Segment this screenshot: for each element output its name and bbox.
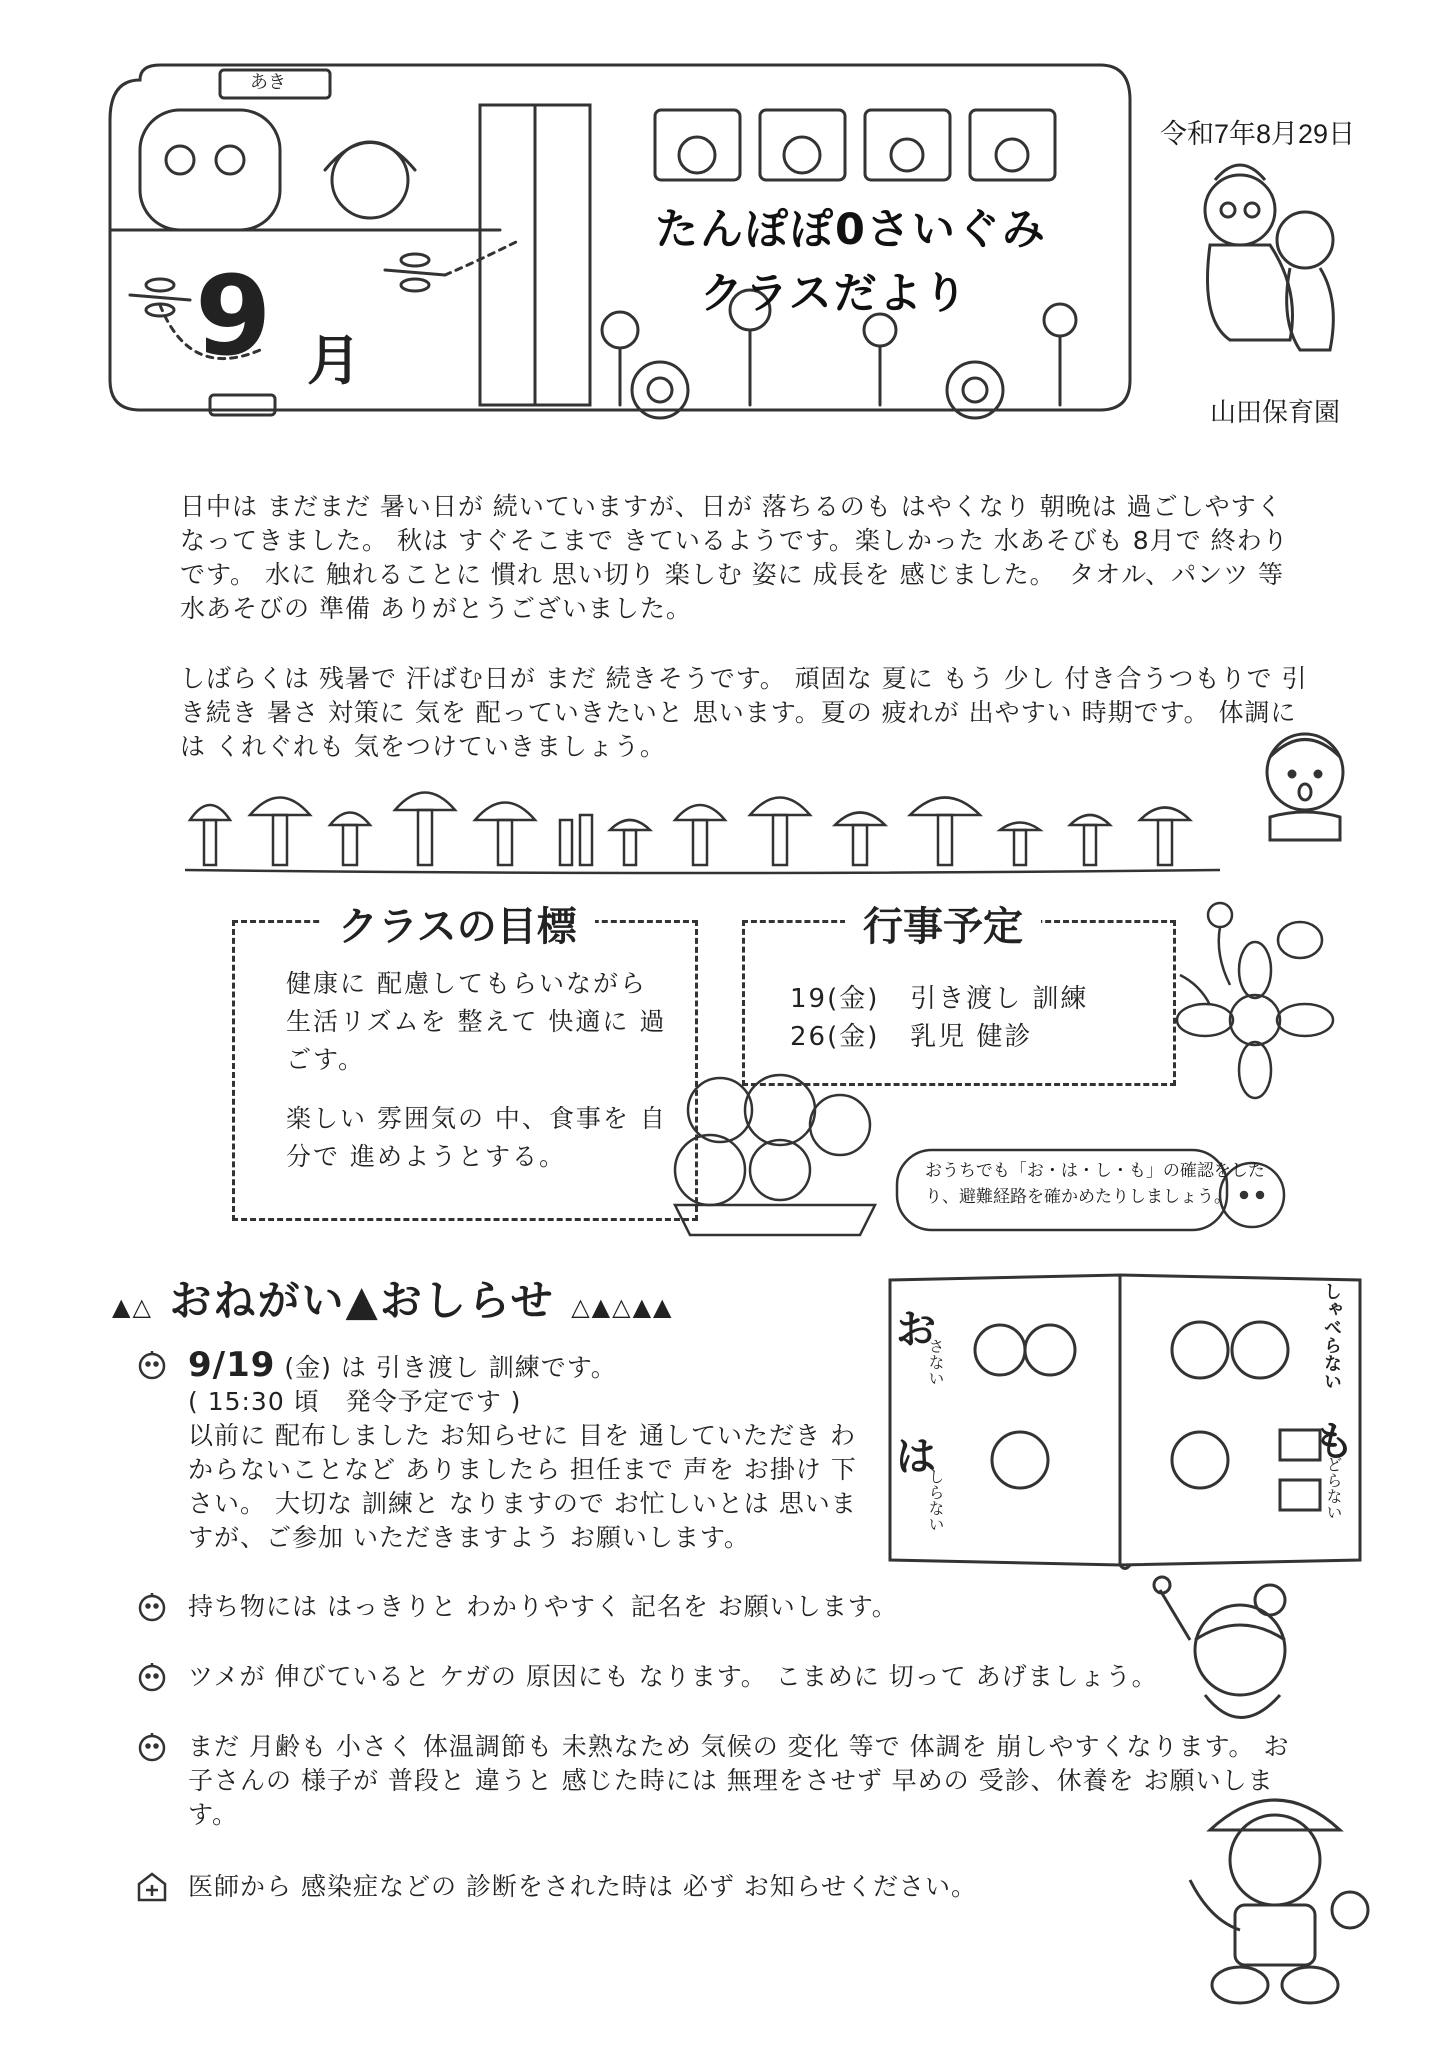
event-date: 26(金) — [790, 1022, 880, 1052]
event-label: 乳児 健診 — [910, 1022, 1033, 1052]
intro-paragraph-1: 日中は まだまだ 暑い日が 続いていますが、日が 落ちるのも はやくなり 朝晩は 過ごしやすく なってきました。 秋は すぐそこまで きているようです。楽しかった 水あそびも 8月で 終わりです。 水に 触れることに 慣れ 思い切り 楽しむ 姿に 成長を 感じました。 タオル、パンツ 等 水あそびの 準備 ありがとうございました。 — [180, 492, 1289, 623]
bus-sign: あき — [250, 72, 286, 93]
reminder-text: おうちでも「お・は・し・も」の確認をしたり、避難経路を確かめたりしましょう。 — [925, 1161, 1265, 1206]
fruit-basket-icon — [660, 1060, 890, 1240]
bell-icon — [136, 1660, 168, 1692]
bell-icon — [136, 1348, 168, 1380]
notice-text: は 引き渡し 訓練です。 — [340, 1353, 617, 1382]
notice-detail: 以前に 配布しました お知らせに 目を 通していただき わからないことなど ありましたら 担任まで 声を お掛け 下さい。 大切な 訓練と なりますので お忙しいとは 思いますが、ご参加 いただきますよう お願いします。 — [188, 1421, 857, 1552]
mushroom-border — [180, 780, 1230, 880]
book-text-mo: どらない — [1324, 1456, 1343, 1520]
newsletter-title: クラスだより — [700, 269, 969, 319]
triangle-decoration: △▲△▲▲ — [571, 1293, 674, 1321]
month-kanji: 月 — [307, 329, 361, 392]
month-number: 9 — [195, 252, 272, 380]
event-date: 19(金) — [790, 984, 880, 1014]
notice-day: (金) — [284, 1353, 332, 1382]
notices-title: おねがい▲おしらせ — [169, 1276, 555, 1325]
notice-date: 9/19 — [188, 1345, 276, 1385]
goal-item: 楽しい 雰囲気の 中、食事を 自分で 進めようとする。 — [286, 1104, 667, 1171]
events-title: 行事予定 — [845, 895, 1041, 952]
goal-item: 健康に 配慮してもらいながら 生活リズムを 整えて 快適に 過ごす。 — [286, 969, 667, 1074]
school-name: 山田保育園 — [1210, 397, 1341, 427]
flower-icon — [1170, 895, 1370, 1115]
triangle-decoration: ▲△ — [112, 1293, 153, 1321]
class-name-title: たんぽぽ0さいぐみ — [655, 205, 1047, 255]
notice-text: まだ 月齢も 小さく 体温調節も 未熟なため 気候の 変化 等で 体調を 崩しやすくなります。 お子さんの 様子が 普段と 違うと 感じた時には 無理をさせず 早めの 受診、休養を お願いします。 — [188, 1732, 1290, 1829]
event-row — [790, 1016, 1032, 1053]
event-row — [790, 978, 1088, 1015]
event-label: 引き渡し 訓練 — [910, 984, 1089, 1014]
notice-subtext: ( 15:30 頃 発令予定です ) — [188, 1387, 522, 1416]
notices-heading — [112, 1268, 674, 1328]
notice-text: 医師から 感染症などの 診断をされた時は 必ず お知らせください。 — [188, 1872, 978, 1901]
book-text-ha: しらない — [926, 1468, 945, 1532]
notice-text: ツメが 伸びていると ケガの 原因にも なります。 こまめに 切って あげましょう。 — [188, 1662, 1158, 1691]
notice-item — [136, 1345, 1176, 1552]
notice-body — [188, 1345, 1168, 1555]
child-pointing-icon — [1150, 1570, 1310, 1740]
child-icon — [1250, 722, 1360, 842]
mushroom-icon — [190, 793, 1190, 866]
book-letter-o: お — [896, 1307, 936, 1353]
bell-icon — [136, 1730, 168, 1762]
notice-text: 持ち物には はっきりと わかりやすく 記名を お願いします。 — [188, 1592, 898, 1621]
book-letter-ha: は — [896, 1434, 936, 1480]
book-text-o: さない — [926, 1338, 945, 1386]
goals-title: クラスの目標 — [320, 895, 595, 952]
issue-date: 令和7年8月29日 — [1160, 119, 1356, 149]
intro-paragraph-2: しばらくは 残暑で 汗ばむ日が まだ 続きそうです。 頑固な 夏に もう 少し 付き合うつもりで 引き続き 暑さ 対策に 気を 配っていきたいと 思います。夏の 疲れが 出やすい 時期です。 体調には くれぐれも 気をつけていきましょう。 — [180, 664, 1308, 761]
book-text-shi: しゃべらない — [1321, 1282, 1342, 1390]
book-letter-mo: も — [1314, 1419, 1354, 1465]
grandma-icon — [1180, 150, 1360, 360]
hospital-icon — [136, 1870, 168, 1902]
bell-icon — [136, 1590, 168, 1622]
